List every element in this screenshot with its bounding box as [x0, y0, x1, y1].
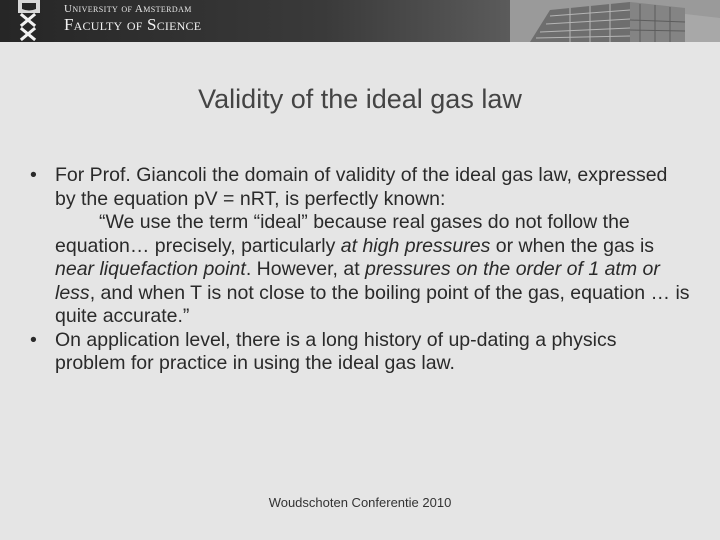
giancoli-quote	[55, 211, 690, 329]
bullet-icon: •	[30, 328, 37, 351]
bullet-intro-text: For Prof. Giancoli the domain of validity of the ideal gas law, expressed by the equation pV = nRT, is perfectly known:	[55, 164, 668, 210]
quote-part: . However, at	[245, 258, 366, 280]
faculty-name: Faculty of Science	[64, 15, 202, 34]
building-photo	[510, 0, 720, 42]
university-logo	[10, 0, 48, 42]
slide-title: Validity of the ideal gas law	[198, 84, 522, 114]
quote-emphasis: near liquefaction point	[55, 258, 246, 280]
quote-part: “We use the term “ideal” because real gases do not follow the equation… precisely, particularly	[55, 211, 630, 257]
quote-emphasis: pressures on the order of 1 atm or less	[55, 258, 660, 304]
header-banner	[0, 0, 720, 42]
quote-part: , and when T is not close to the boiling point of the gas, equation … is quite accurate.”	[55, 281, 690, 327]
quote-part: or when the gas is	[490, 234, 655, 257]
university-name: University of Amsterdam	[64, 3, 192, 15]
bullet-list	[30, 164, 690, 376]
bullet-item-application	[30, 329, 690, 376]
bullet-application-text: On application level, there is a long history of up-dating a physics problem for practice in using the ideal gas law.	[55, 328, 617, 374]
quote-emphasis: at high pressures	[340, 234, 491, 257]
bullet-icon: •	[30, 164, 37, 186]
footer-text: Woudschoten Conferentie 2010	[268, 495, 452, 510]
bullet-item-giancoli	[30, 164, 690, 329]
